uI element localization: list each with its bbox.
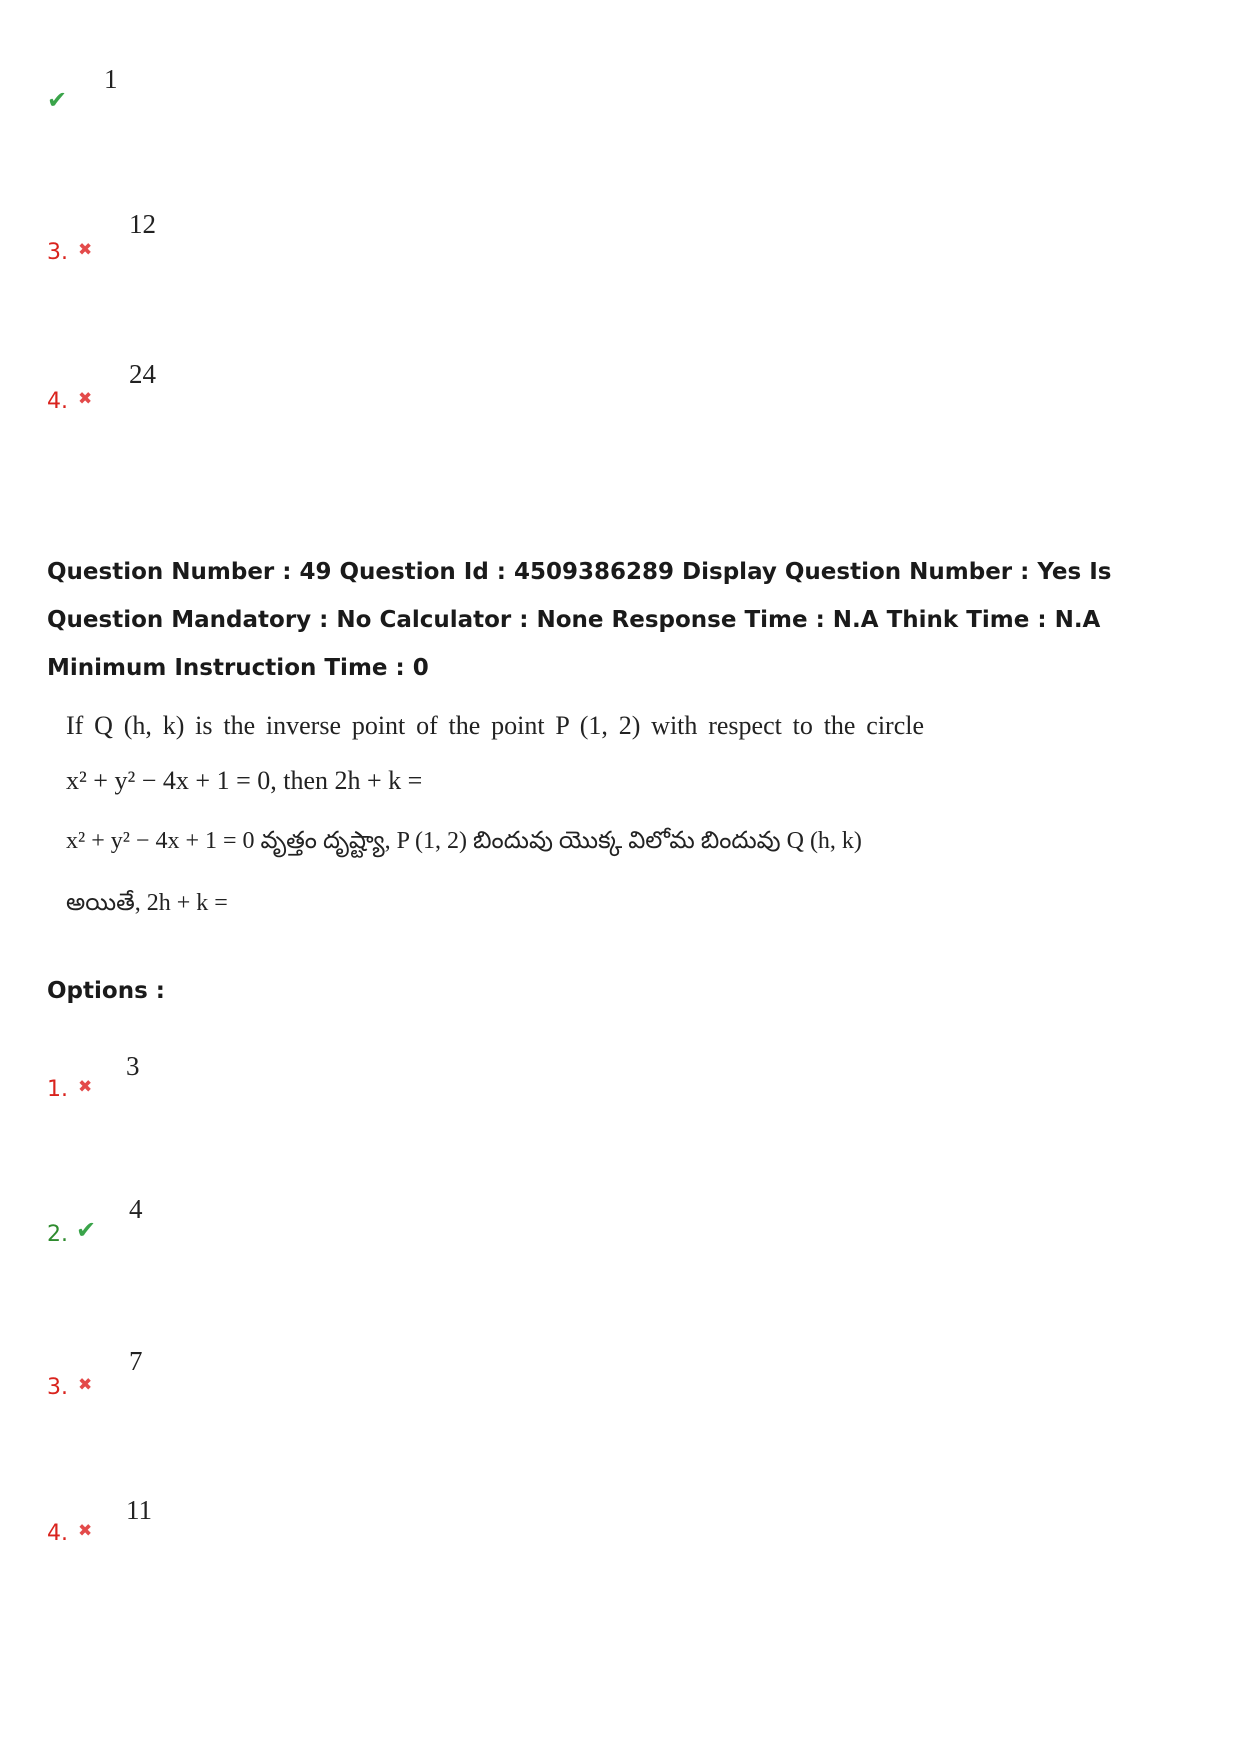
check-icon: ✔: [76, 1216, 97, 1244]
question-equation-english: x² + y² − 4x + 1 = 0, then 2h + k =: [66, 766, 423, 795]
option-number: 4.: [47, 1521, 68, 1546]
cross-icon: ✖: [78, 389, 93, 409]
option-value: 4: [129, 1194, 143, 1224]
option-value: 24: [129, 359, 156, 389]
option-number: 1.: [47, 1077, 68, 1102]
cross-icon: ✖: [78, 1077, 93, 1097]
option-value: 1: [104, 64, 118, 94]
option-value: 12: [129, 209, 156, 239]
cross-icon: ✖: [78, 1521, 93, 1541]
question-text-telugu: x² + y² − 4x + 1 = 0 వృత్తం దృష్ట్యా, P (1, 2) బిందువు యొక్క విలోమ బిందువు Q (h, k): [66, 828, 862, 854]
cross-icon: ✖: [78, 1375, 93, 1395]
option-number: 3.: [47, 1375, 68, 1400]
question-text-english: If Q (h, k) is the inverse point of the point P (1, 2) with respect to the circle: [66, 711, 924, 740]
option-number: 3.: [47, 240, 68, 265]
option-value: 7: [129, 1346, 143, 1376]
option-value: 3: [126, 1051, 140, 1081]
option-number: 2.: [47, 1222, 68, 1247]
option-number: 4.: [47, 389, 68, 414]
check-icon: ✔: [47, 86, 68, 114]
cross-icon: ✖: [78, 240, 93, 260]
question-meta: Question Number : 49 Question Id : 4509386289 Display Question Number : Yes Is Question Mandatory : No Calculator : None Response Time : N.A Think Time : N.A Minimum Instruction Time : 0: [47, 559, 1112, 681]
options-label: Options :: [47, 978, 165, 1004]
option-value: 11: [126, 1495, 152, 1525]
question-text-telugu-cont: అయితే, 2h + k =: [66, 890, 228, 916]
